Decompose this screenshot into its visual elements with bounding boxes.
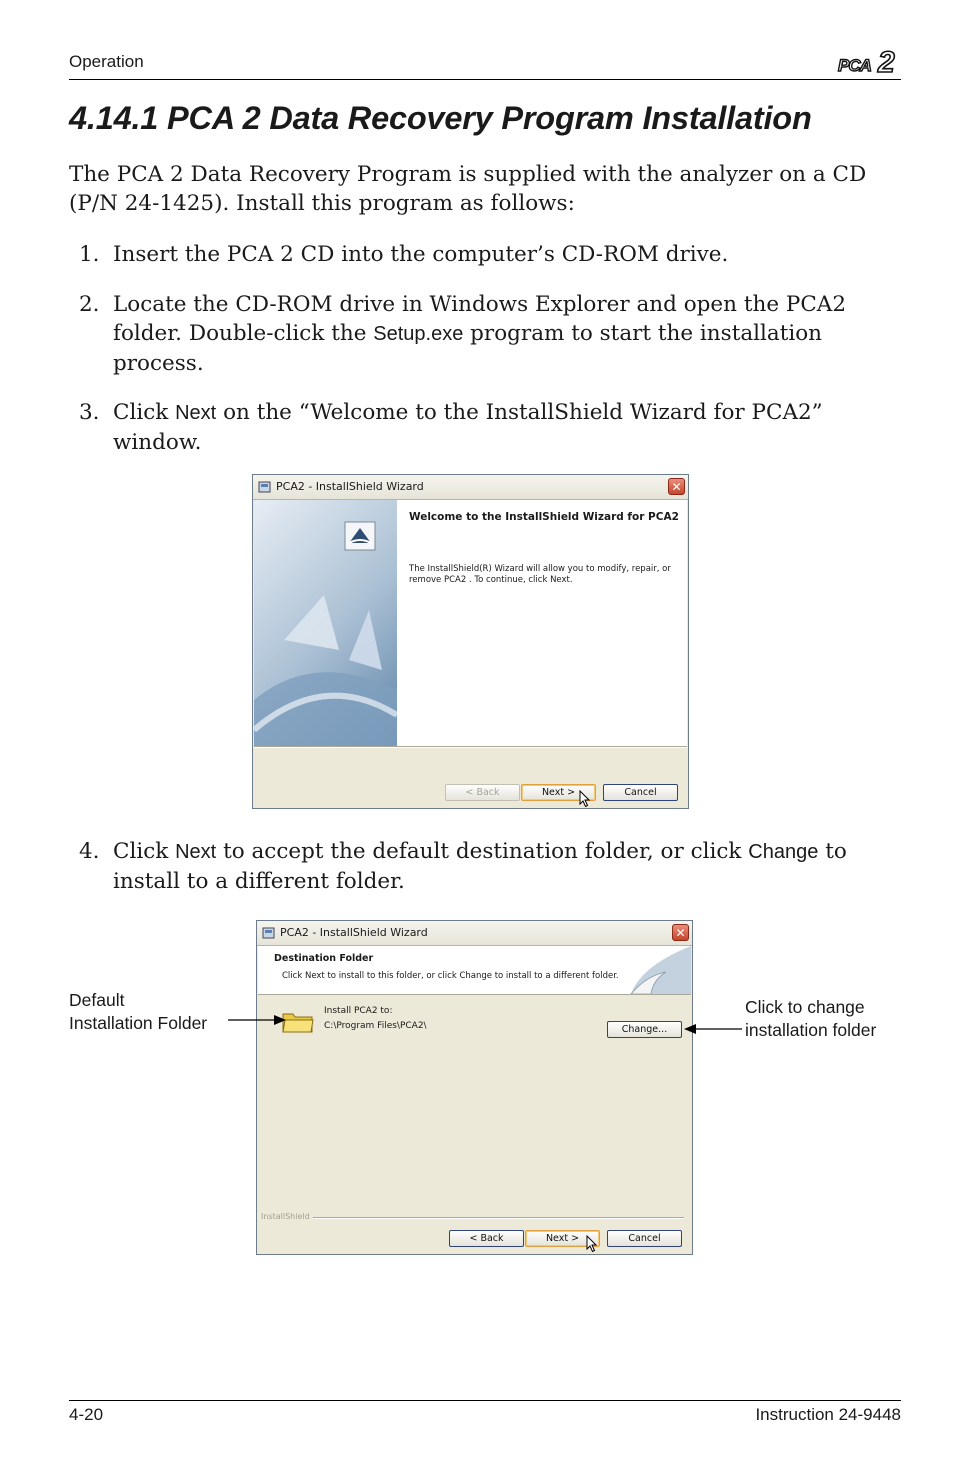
close-button[interactable] <box>668 478 685 495</box>
step-3 <box>69 398 899 458</box>
installshield-brand: InstallShield <box>261 1212 310 1221</box>
cancel-button[interactable]: Cancel <box>603 784 678 801</box>
ui-term: Next <box>175 841 217 863</box>
install-label: Install PCA2 to: <box>324 1006 393 1016</box>
window-app-icon <box>262 926 276 940</box>
step-line: install to a different folder. <box>113 869 405 894</box>
dialog-title: PCA2 - InstallShield Wizard <box>276 480 424 493</box>
next-button[interactable]: Next > <box>521 784 596 801</box>
intro-line: The PCA 2 Data Recovery Program is supplied with the analyzer on a CD <box>69 162 867 187</box>
welcome-description <box>409 564 679 586</box>
installshield-logo-icon <box>344 521 376 551</box>
install-path: C:\Program Files\PCA2\ <box>324 1021 427 1031</box>
step-fragment: folder. Double-click the <box>113 321 374 346</box>
step-fragment: Click <box>113 400 176 425</box>
back-button[interactable]: < Back <box>449 1230 524 1247</box>
change-button[interactable]: Change... <box>607 1021 682 1038</box>
dialog-title: PCA2 - InstallShield Wizard <box>280 926 428 939</box>
ui-term: Next <box>175 402 217 424</box>
step-line: process. <box>113 351 204 376</box>
intro-paragraph <box>69 160 909 218</box>
button-separator <box>254 746 687 748</box>
wizard-content <box>397 500 687 746</box>
step-number: 4. <box>79 839 100 864</box>
callout-line: Click to change <box>745 997 865 1017</box>
running-header: Operation <box>69 52 144 71</box>
cancel-button[interactable]: Cancel <box>607 1230 682 1247</box>
step-text: Insert the PCA 2 CD into the computer’s CD-ROM drive. <box>113 242 729 267</box>
installshield-welcome-dialog <box>252 474 689 809</box>
step-text <box>113 290 893 378</box>
dialog-titlebar <box>253 475 688 500</box>
callout-change-folder <box>745 996 915 1042</box>
svg-text:2: 2 <box>878 46 895 78</box>
back-button[interactable]: < Back <box>445 784 520 801</box>
intro-line: (P/N 24-1425). Install this program as follows: <box>69 191 575 216</box>
step-fragment: on the “Welcome to the InstallShield Wizard for PCA2” <box>216 400 823 425</box>
callout-line: Default <box>69 990 125 1010</box>
step-number: 3. <box>79 400 100 425</box>
step-fragment: to accept the default destination folder, or click <box>216 839 749 864</box>
footer-rule <box>69 1400 901 1401</box>
step-fragment: program to start the installation <box>463 321 823 346</box>
welcome-line: remove PCA2 . To continue, click Next. <box>409 575 573 585</box>
welcome-title: Welcome to the InstallShield Wizard for PCA2 <box>409 511 679 523</box>
header-rule <box>69 79 901 80</box>
page-curl-graphic <box>611 946 691 994</box>
wizard-side-graphic <box>254 500 397 746</box>
pca2-logo-icon <box>836 44 904 78</box>
banner-description: Click Next to install to this folder, or click Change to install to a different folder. <box>282 971 619 981</box>
close-icon: ✕ <box>671 480 682 494</box>
arrow-icon <box>682 1022 742 1036</box>
mouse-cursor-icon <box>586 1235 598 1253</box>
step-4 <box>69 837 899 897</box>
ui-term: Setup.exe <box>373 323 464 345</box>
step-2 <box>69 290 899 380</box>
callout-line: installation folder <box>745 1020 877 1040</box>
button-separator <box>313 1217 684 1219</box>
close-icon: ✕ <box>675 926 686 940</box>
dialog-titlebar <box>257 921 692 946</box>
document-number: Instruction 24-9448 <box>755 1405 901 1424</box>
step-fragment: Click <box>113 839 176 864</box>
ui-term: Change <box>748 841 819 863</box>
welcome-line: The InstallShield(R) Wizard will allow you to modify, repair, or <box>409 564 671 574</box>
mouse-cursor-icon <box>579 790 591 808</box>
page-number: 4-20 <box>69 1405 104 1424</box>
window-app-icon <box>258 480 272 494</box>
step-line: Locate the CD-ROM drive in Windows Explorer and open the PCA2 <box>113 292 846 317</box>
callout-line: Installation Folder <box>69 1013 208 1033</box>
dialog-banner <box>258 946 691 995</box>
callout-default-folder <box>69 989 239 1035</box>
installshield-destination-dialog <box>256 920 693 1255</box>
step-number: 2. <box>79 292 100 317</box>
step-line <box>113 319 893 349</box>
arrow-icon <box>228 1013 288 1027</box>
close-button[interactable] <box>672 924 689 941</box>
step-1 <box>69 240 899 270</box>
section-title: 4.14.1 PCA 2 Data Recovery Program Installation <box>69 100 812 136</box>
step-line: window. <box>113 430 202 455</box>
step-number: 1. <box>79 242 100 267</box>
next-button[interactable]: Next > <box>525 1230 600 1247</box>
step-text <box>113 398 893 457</box>
step-fragment: to <box>818 839 847 864</box>
banner-heading: Destination Folder <box>274 953 374 964</box>
step-line <box>113 398 893 428</box>
step-text <box>113 837 893 896</box>
step-line <box>113 837 893 867</box>
svg-text:PCA: PCA <box>838 56 871 75</box>
